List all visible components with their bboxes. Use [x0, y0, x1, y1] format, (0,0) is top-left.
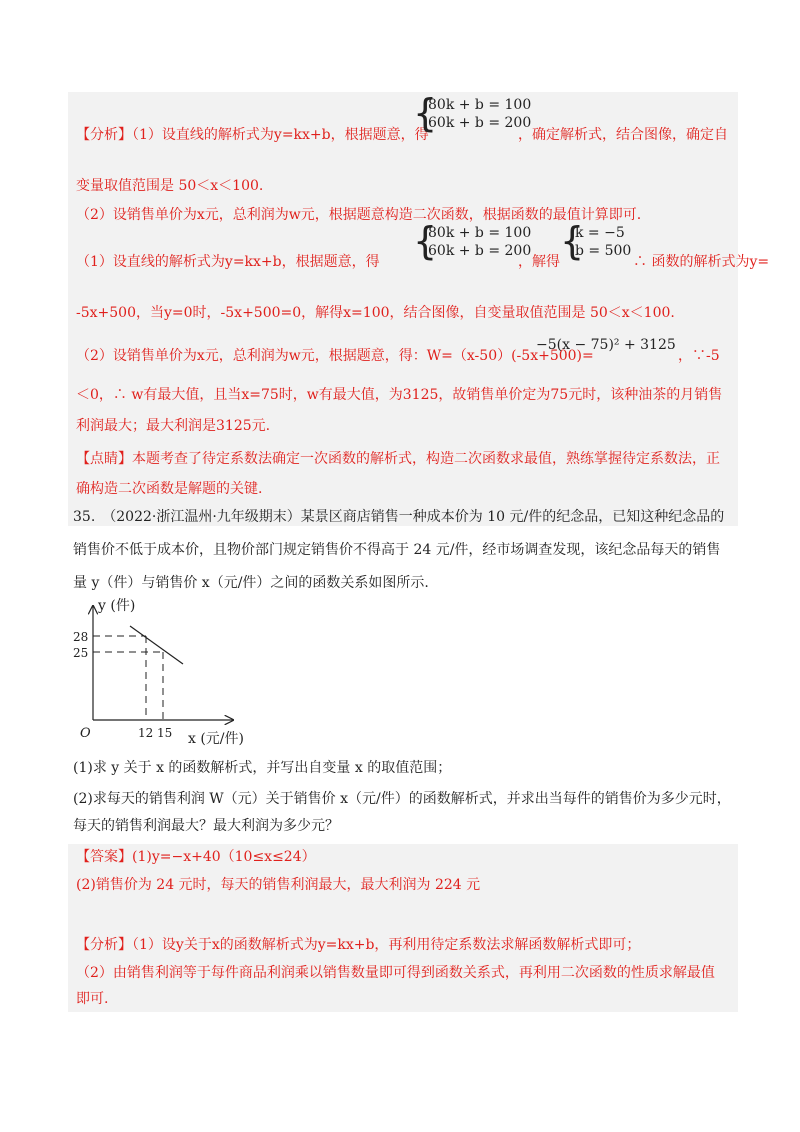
comment-line-2: 确构造二次函数是解题的关键. — [76, 481, 263, 497]
solution-solve-label: ，解得 — [518, 254, 560, 270]
analysis-text-1: （1）设直线的解析式为y=kx+b，根据题意，得 — [132, 127, 429, 143]
analysis-solution-block — [68, 91, 770, 472]
question-line-2: 销售价不低于成本价，且物价部门规定销售价不得高于 24 元/件，经市场调查发现，该纪念品每天的销售 — [73, 542, 721, 558]
x-tick-15: 15 — [157, 726, 173, 740]
solution-line-4: ＜0，∴ w有最大值，且当x=75时，w有最大值，为3125，故销售单价定为75元时，该种油茶的月销售 — [76, 387, 723, 403]
analysis-2-text-1: （1）设y关于x的函数解析式为y=kx+b，再利用待定系数法求解函数解析式即可； — [132, 937, 641, 953]
equation: 80k + b = 100 — [428, 97, 532, 113]
analysis-tag: 【分析】 — [76, 937, 132, 953]
comment-text-1: 本题考查了待定系数法确定一次函数的解析式，构造二次函数求最值，熟练掌握待定系数法，正 — [132, 451, 720, 467]
equation: 60k + b = 200 — [428, 115, 532, 131]
y-tick-25: 25 — [73, 646, 89, 660]
answer-line-1 — [76, 848, 316, 866]
function-line — [130, 626, 183, 664]
equation: b = 500 — [575, 243, 632, 259]
analysis-line-2: 变量取值范围是 50＜x＜100. — [76, 178, 264, 194]
equation: k = −5 — [575, 225, 625, 241]
part-2-question-line-1: (2)求每天的销售利润 W（元）关于销售价 x（元/件）的函数解析式，并求出当每件的销售价为多少元时， — [73, 791, 731, 807]
comment-tag: 【点睛】 — [76, 451, 132, 467]
analysis-2-line-2: （2）由销售利润等于每件商品利润乘以销售数量即可得到函数关系式，再利用二次函数的性质求解最值 — [76, 965, 715, 981]
equation-system-3 — [575, 224, 631, 260]
y-tick-28: 28 — [73, 630, 89, 644]
comment-line-1 — [76, 450, 720, 468]
solution-line-5: 利润最大；最大利润是3125元. — [76, 418, 271, 434]
analysis-2-line-1 — [76, 936, 640, 954]
answer-tag: 【答案】 — [76, 849, 132, 865]
y-axis-label: y (件) — [98, 598, 136, 614]
x-tick-12: 12 — [138, 726, 154, 740]
part-2-question-line-2: 每天的销售利润最大？最大利润为多少元？ — [73, 818, 339, 834]
analysis-text-1-tail: ，确定解析式，结合图像，确定自 — [518, 127, 728, 143]
equation: 80k + b = 100 — [428, 225, 532, 241]
brace-system-3: { — [560, 219, 585, 263]
function-graph — [68, 592, 258, 752]
solution-line-2: -5x+500，当y=0时，-5x+500=0，解得x=100，结合图像，自变量取值范围是 50＜x＜100. — [76, 305, 675, 321]
solution-line-1-tail: ∴ 函数的解析式为y= — [633, 254, 770, 270]
question-line-3: 量 y（件）与销售价 x（元/件）之间的函数关系如图所示. — [73, 575, 429, 591]
answer-analysis-block — [68, 844, 738, 1012]
profit-formula: −5(x − 75)² + 3125 — [536, 337, 676, 353]
analysis-line-1 — [76, 126, 429, 144]
analysis-tag: 【分析】 — [76, 127, 132, 143]
part-1-question: (1)求 y 关于 x 的函数解析式，并写出自变量 x 的取值范围； — [73, 760, 452, 776]
solution-line-3-tail: ，∵-5 — [678, 348, 720, 364]
equation: 60k + b = 200 — [428, 243, 532, 259]
answer-1: (1)y=−x+40（10≤x≤24） — [132, 849, 316, 865]
brace-system-2: { — [413, 219, 438, 263]
solution-line-3: （2）设销售单价为x元，总利润为w元，根据题意，得：W=（x-50）(-5x+500)= — [76, 348, 594, 364]
solution-line-1: （1）设直线的解析式为y=kx+b，根据题意，得 — [76, 254, 380, 270]
brace-system-1: { — [413, 91, 438, 135]
answer-2: (2)销售价为 24 元时，每天的销售利润最大，最大利润为 224 元 — [76, 877, 481, 893]
analysis-line-3: （2）设销售单价为x元，总利润为w元，根据题意构造二次函数，根据函数的最值计算即可. — [76, 207, 642, 223]
question-line-1: 35. （2022·浙江温州·九年级期末）某景区商店销售一种成本价为 10 元/件的纪念品，已知这种纪念品的 — [73, 509, 725, 525]
analysis-2-line-3: 即可. — [76, 991, 109, 1007]
equation-system-1 — [428, 96, 531, 132]
origin-label: O — [80, 726, 91, 741]
equation-system-2 — [428, 224, 531, 260]
x-axis-label: x (元/件) — [188, 731, 244, 747]
